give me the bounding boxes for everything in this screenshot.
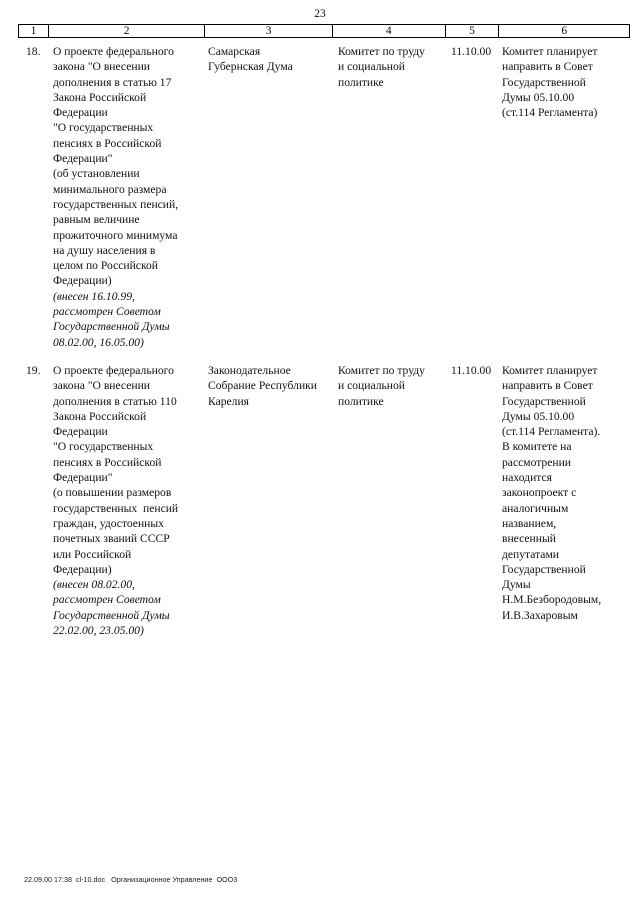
description-line: Федерации) — [53, 562, 112, 576]
submission-note-line: Государственной Думы — [53, 608, 170, 622]
submission-note-line: 08.02.00, 16.05.00) — [53, 335, 144, 349]
decision-line: Государственной — [502, 75, 586, 89]
column-header-3: 3 — [205, 25, 333, 37]
description-line: закона "О внесении — [53, 379, 150, 393]
column-header-6: 6 — [561, 25, 568, 37]
description-line: (о повышении размеров — [53, 486, 172, 500]
decision-line: законопроект с — [502, 486, 577, 500]
description-line: целом по Российской — [53, 259, 158, 273]
decision-line: рассмотрении — [502, 455, 571, 469]
submission-note-line: 22.02.00, 23.05.00) — [53, 624, 144, 638]
description-line: О проекте федерального — [53, 364, 174, 377]
description-line: Федерации) — [53, 274, 112, 288]
description-line: или Российской — [53, 547, 132, 561]
responsible-committee — [338, 44, 450, 90]
description-line: Закона Российской — [53, 409, 147, 423]
document-footer: 22.09.00 17:38 cl-10.doc Организационное Управление ООО3 — [24, 875, 238, 884]
description-line: равным величине — [53, 213, 140, 227]
submission-note-line: Государственной Думы — [53, 320, 170, 334]
decision-line: Государственной — [502, 394, 586, 408]
description-line: государственных пенсий — [53, 501, 179, 515]
decision-line: Думы 05.10.00 — [502, 90, 575, 104]
author-line: Собрание Республики — [208, 379, 317, 393]
submission-note-line: рассмотрен Советом — [53, 593, 161, 607]
decision-line: В комитете на — [502, 440, 572, 454]
decision-line: (ст.114 Регламента) — [502, 106, 598, 120]
description-line: почетных званий СССР — [53, 532, 170, 546]
description-line: государственных пенсий, — [53, 197, 179, 211]
description-line: на душу населения в — [53, 243, 156, 257]
decision-line: Думы — [502, 578, 531, 592]
decision-line: находится — [502, 471, 552, 485]
submission-note-line: (внесен 08.02.00, — [53, 578, 135, 592]
column-header-4: 4 — [333, 25, 446, 37]
decision-line: аналогичным — [502, 501, 569, 515]
entry-number: 19. — [26, 364, 41, 377]
description-line: Федерации — [53, 425, 108, 439]
column-header-5: 5 — [446, 25, 500, 37]
committee-line: Комитет по труду — [338, 45, 425, 58]
description-line: прожиточного минимума — [53, 228, 178, 242]
decision-line: Комитет планирует — [502, 45, 598, 58]
description-line: дополнения в статью 110 — [53, 394, 177, 408]
submission-note-line: рассмотрен Советом — [53, 305, 161, 319]
committee-date: 11.10.00 — [451, 45, 492, 58]
column-header-1: 1 — [19, 25, 49, 37]
committee-decision — [502, 363, 632, 623]
decision-line: направить в Совет — [502, 60, 593, 74]
description-line: минимального размера — [53, 182, 167, 196]
decision-line: Комитет планирует — [502, 364, 598, 377]
committee-date: 11.10.00 — [451, 364, 492, 377]
page-number: 23 — [314, 8, 326, 20]
author-line: Карелия — [208, 394, 249, 408]
description-line: "О государственных — [53, 121, 154, 135]
decision-line: И.В.Захаровым — [502, 608, 578, 622]
description-line: Федерации" — [53, 152, 113, 166]
description-line: (об установлении — [53, 167, 140, 181]
decision-line: названием, — [502, 516, 557, 530]
description-line: О проекте федерального — [53, 45, 174, 58]
committee-line: политике — [338, 75, 384, 89]
decision-line: Думы 05.10.00 — [502, 409, 575, 423]
responsible-committee — [338, 363, 450, 409]
description-line: граждан, удостоенных — [53, 516, 164, 530]
committee-line: и социальной — [338, 60, 405, 74]
bill-description — [53, 363, 208, 638]
decision-line: направить в Совет — [502, 379, 593, 393]
committee-line: и социальной — [338, 379, 405, 393]
committee-line: Комитет по труду — [338, 364, 425, 377]
description-line: закона "О внесении — [53, 60, 150, 74]
table-header-row — [18, 24, 630, 38]
description-line: Федерации" — [53, 471, 113, 485]
column-header-2: 2 — [49, 25, 205, 37]
decision-line: Н.М.Безбородовым, — [502, 593, 602, 607]
description-line: дополнения в статью 17 — [53, 75, 172, 89]
decision-line: депутатами — [502, 547, 559, 561]
author-line: Законодательное — [208, 364, 291, 377]
decision-line: внесенный — [502, 532, 556, 546]
author-line: Самарская — [208, 45, 261, 58]
decision-line: Государственной — [502, 562, 586, 576]
bill-author — [208, 363, 338, 409]
decision-line: (ст.114 Регламента). — [502, 425, 601, 439]
committee-line: политике — [338, 394, 384, 408]
committee-decision — [502, 44, 632, 120]
description-line: пенсиях в Российской — [53, 455, 162, 469]
description-line: пенсиях в Российской — [53, 136, 162, 150]
entry-number: 18. — [26, 45, 41, 58]
description-line: Закона Российской — [53, 90, 147, 104]
author-line: Губернская Дума — [208, 60, 293, 74]
bill-author — [208, 44, 338, 75]
description-line: "О государственных — [53, 440, 154, 454]
submission-note-line: (внесен 16.10.99, — [53, 289, 135, 303]
bill-description — [53, 44, 208, 350]
description-line: Федерации — [53, 106, 108, 120]
